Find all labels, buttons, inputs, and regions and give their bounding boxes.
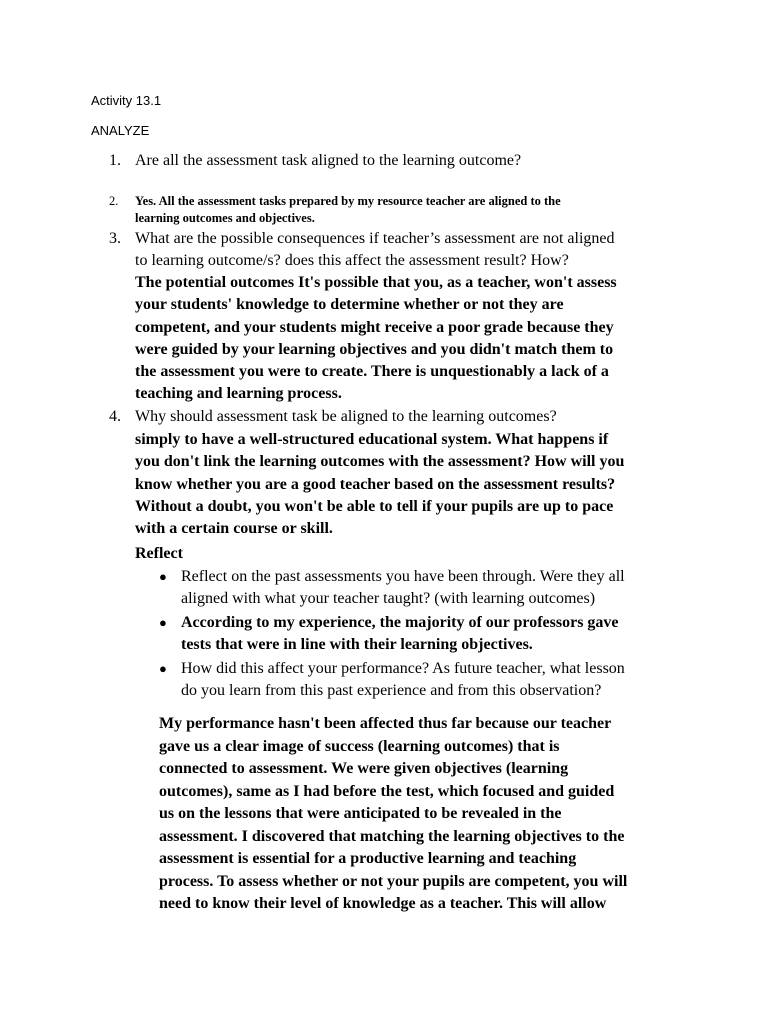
bullet-icon: ● [159, 569, 167, 584]
bullet-icon: ● [159, 661, 167, 676]
question-3: What are the possible consequences if teacher’s assessment are not aligned to learning outcome/s? does this affect the assessment result? How? [135, 230, 615, 270]
item-number-1: 1. [109, 152, 121, 169]
section-heading-analyze: ANALYZE [91, 123, 150, 138]
reflect-answer: My performance hasn't been affected thus far because our teacher gave us a clear image of success (learning outcomes) that is connected to assessment. We were given objectives (learning outcomes), same as I had before the test, which focused and guided us on the lessons that were anticipated to be revealed in the assessment. I discovered that matching the learning objectives to the assessment is essential for a productive learning and teaching process. To assess whether or not your pupils are competent, you will need to know their level of knowledge as a teacher. This will allow [159, 715, 628, 912]
question-1: Are all the assessment task aligned to the learning outcome? [135, 152, 522, 169]
bullet-icon: ● [159, 615, 167, 630]
reflect-bullet-1: Reflect on the past assessments you have been through. Were they all aligned with what your teacher taught? (with learning outcomes) [181, 568, 625, 608]
reflect-bullet-3: How did this affect your performance? As future teacher, what lesson do you learn from this past experience and from this observation? [181, 660, 625, 700]
answer-3: The potential outcomes It's possible that you, as a teacher, won't assess your students' knowledge to determine whether or not they are competent, and your students might receive a poor grade because they were guided by your learning objectives and you didn't match them to the assessment you were to create. There is unquestionably a lack of a teaching and learning process. [135, 274, 617, 403]
item-number-3: 3. [109, 230, 121, 247]
activity-title: Activity 13.1 [91, 93, 162, 108]
reflect-bullet-2: According to my experience, the majority of our professors gave tests that were in line with their learning objectives. [181, 614, 619, 654]
answer-4: simply to have a well-structured educational system. What happens if you don't link the learning outcomes with the assessment? How will you know whether you are a good teacher based on the assessment results? Without a doubt, you won't be able to tell if your pupils are up to pace with a certain course or skill. [135, 431, 625, 538]
item-number-2: 2. [109, 194, 119, 208]
question-4: Why should assessment task be aligned to the learning outcomes? [135, 408, 557, 425]
answer-2: Yes. All the assessment tasks prepared by my resource teacher are aligned to the learning outcomes and objectives. [135, 194, 561, 225]
item-number-4: 4. [109, 408, 121, 425]
reflect-heading: Reflect [135, 545, 183, 562]
